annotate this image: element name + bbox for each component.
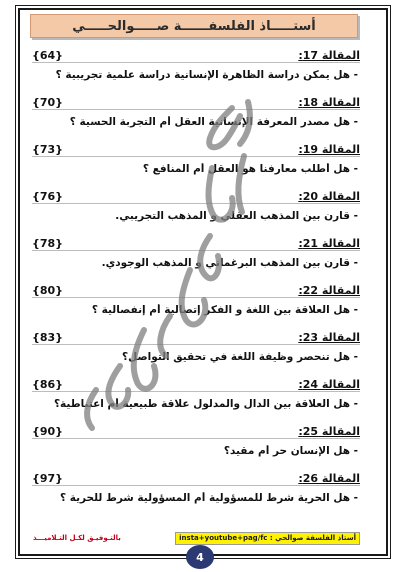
essay-list [32, 44, 360, 514]
essay-page-ref: {83} [32, 331, 63, 344]
essay-item [32, 279, 360, 326]
essay-question: - قارن بين المذهب البرغماتي و المذهب الوجودي. [101, 257, 358, 269]
essay-label: المقالة 18: [298, 96, 360, 109]
essay-question: - هل أطلب معارفنا هو العقل أم المنافع ؟ [142, 163, 358, 175]
essay-label: المقالة 25: [298, 425, 360, 438]
essay-label: المقالة 21: [298, 237, 360, 250]
footer-wishes: بالتـوفيـق لكـل التـلاميـــذ [30, 532, 124, 545]
essay-page-ref: {73} [32, 143, 63, 156]
essay-label: المقالة 22: [298, 284, 360, 297]
essay-question: - هل العلاقة بين اللغة و الفكر إتصالية أم إنفصالية ؟ [91, 304, 358, 316]
essay-label: المقالة 23: [298, 331, 360, 344]
essay-item [32, 185, 360, 232]
essay-question: - هل العلاقة بين الدال والمدلول علاقة طبيعية أم اعتباطية؟ [53, 398, 358, 410]
essay-label: المقالة 20: [298, 190, 360, 203]
essay-question: - هل يمكن دراسة الظاهرة الإنسانية دراسة علمية تجريبية ؟ [55, 69, 358, 81]
essay-page-ref: {64} [32, 49, 63, 62]
essay-page-ref: {97} [32, 472, 63, 485]
essay-question: - هل الإنسان حر أم مقيد؟ [223, 445, 358, 457]
essay-item [32, 138, 360, 185]
essay-item [32, 44, 360, 91]
essay-page-ref: {78} [32, 237, 63, 250]
essay-page-ref: {76} [32, 190, 63, 203]
essay-page-ref: {80} [32, 284, 63, 297]
essay-item [32, 373, 360, 420]
essay-label: المقالة 24: [298, 378, 360, 391]
essay-label: المقالة 19: [298, 143, 360, 156]
page-number-badge: 4 [186, 545, 214, 569]
essay-question: - هل مصدر المعرفة الإنسانية العقل أم التجربة الحسية ؟ [69, 116, 358, 128]
essay-item [32, 326, 360, 373]
essay-label: المقالة 26: [298, 472, 360, 485]
essay-item [32, 91, 360, 138]
page-footer [30, 530, 360, 546]
essay-item [32, 232, 360, 279]
essay-question: - قارن بين المذهب العقلي و المذهب التجريبي. [115, 210, 358, 222]
essay-question: - هل تنحصر وظيفة اللغة في تحقيق التواصل؟ [122, 351, 358, 363]
essay-page-ref: {70} [32, 96, 63, 109]
essay-question: - هل الحرية شرط للمسؤولية أم المسؤولية شرط للحرية ؟ [59, 492, 358, 504]
page-header-banner [30, 14, 358, 38]
essay-page-ref: {90} [32, 425, 63, 438]
essay-label: المقالة 17: [298, 49, 360, 62]
essay-page-ref: {86} [32, 378, 63, 391]
essay-item [32, 420, 360, 467]
footer-author-note: أستاذ الفلسفة صوالحي : insta+youtube+pag/fc [175, 532, 360, 545]
essay-item [32, 467, 360, 514]
header-title: أستـــــاذ الفلسفــــــة صـــــوالحـــــي [72, 18, 316, 34]
